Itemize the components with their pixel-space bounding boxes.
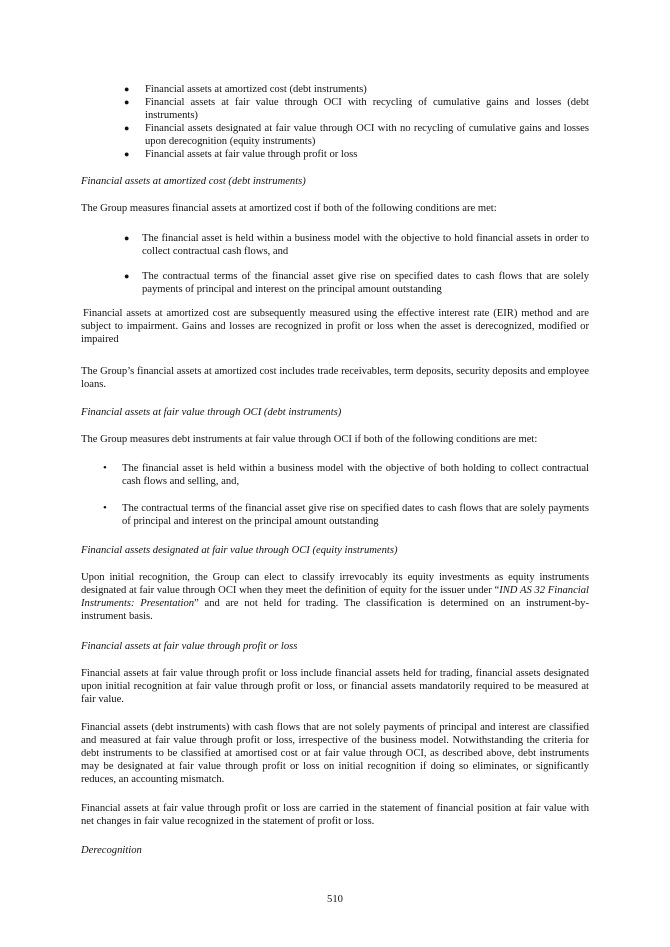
bullet-icon: ●: [124, 123, 130, 133]
bullet-icon: ●: [124, 271, 130, 281]
paragraph: Financial assets at fair value through profit or loss include financial assets held for trading, financial assets designated upon initial recognition at fair value through profit or loss, or financial assets mandatorily required to be measured at fair value.: [81, 668, 589, 705]
list-item: • The contractual terms of the financial asset give rise on specified dates to cash flows that are solely payments of principal and interest on the principal amount outstanding: [103, 502, 589, 527]
paragraph: The Group’s financial assets at amortized cost includes trade receivables, term deposits, security deposits and employee loans.: [81, 366, 589, 390]
paragraph: Upon initial recognition, the Group can elect to classify irrevocably its equity investments as equity instruments designated at fair value through OCI when they meet the definition of equity for the issuer under “IND AS 32 Financial Instruments: Presentation” and are not held for trading. The classification is determined on an instrument-by-instrument basis.: [81, 572, 589, 622]
paragraph: The Group measures debt instruments at fair value through OCI if both of the following conditions are met:: [81, 434, 538, 445]
list-item: ● Financial assets at fair value through profit or loss: [124, 149, 358, 160]
bullet-icon: ●: [124, 149, 130, 159]
bullet-icon: •: [103, 462, 107, 474]
paragraph: The Group measures financial assets at amortized cost if both of the following conditions are met:: [81, 203, 497, 214]
bullet-icon: •: [103, 502, 107, 514]
standard-reference: IND AS 32 Financial Instruments: Presentation: [81, 585, 589, 609]
bullet-icon: ●: [124, 84, 130, 94]
paragraph: Financial assets (debt instruments) with cash flows that are not solely payments of principal and interest are classified and measured at fair value through profit or loss, irrespective of the business model. Notwithstanding the criteria for debt instruments to be classified at amortised cost or at fair value through OCI, as described above, debt instruments may be designated at fair value through profit or loss on initial recognition if doing so eliminates, or significantly reduces, an accounting mismatch.: [81, 722, 589, 785]
paragraph: Financial assets at amortized cost are subsequently measured using the effective interest rate (EIR) method and are subject to impairment. Gains and losses are recognized in profit or loss when the asset is derecognized, modified or impaired: [81, 308, 589, 345]
classification-list: [124, 83, 589, 161]
list-item: ● Financial assets at fair value through OCI with recycling of cumulative gains and losses (debt instruments): [124, 97, 589, 121]
section-heading-amortized-cost: Financial assets at amortized cost (debt instruments): [81, 176, 306, 187]
bullet-icon: ●: [124, 97, 130, 107]
list-item: ● Financial assets designated at fair value through OCI with no recycling of cumulative gains and losses upon derecognition (equity instruments): [124, 123, 589, 147]
list-item: ● Financial assets at amortized cost (debt instruments): [124, 84, 367, 95]
page-number: 510: [327, 894, 343, 905]
list-item: ● The contractual terms of the financial asset give rise on specified dates to cash flows that are solely payments of principal and interest on the principal amount outstanding: [124, 271, 589, 295]
section-heading-fvoci-equity: Financial assets designated at fair value through OCI (equity instruments): [81, 545, 398, 556]
fvoci-debt-conditions-list: [103, 462, 589, 528]
section-heading-derecognition: Derecognition: [81, 845, 142, 856]
list-item: • The financial asset is held within a business model with the objective of both holding to collect contractual cash flows and selling, and,: [103, 462, 589, 487]
bullet-icon: ●: [124, 233, 130, 243]
paragraph: Financial assets at fair value through profit or loss are carried in the statement of financial position at fair value with net changes in fair value recognized in the statement of profit or loss.: [81, 803, 589, 827]
amortized-cost-conditions-list: [124, 232, 589, 296]
section-heading-fvtpl: Financial assets at fair value through profit or loss: [81, 641, 298, 652]
section-heading-fvoci-debt: Financial assets at fair value through OCI (debt instruments): [81, 407, 342, 418]
list-item: ● The financial asset is held within a business model with the objective to hold financial assets in order to collect contractual cash flows, and: [124, 233, 589, 257]
